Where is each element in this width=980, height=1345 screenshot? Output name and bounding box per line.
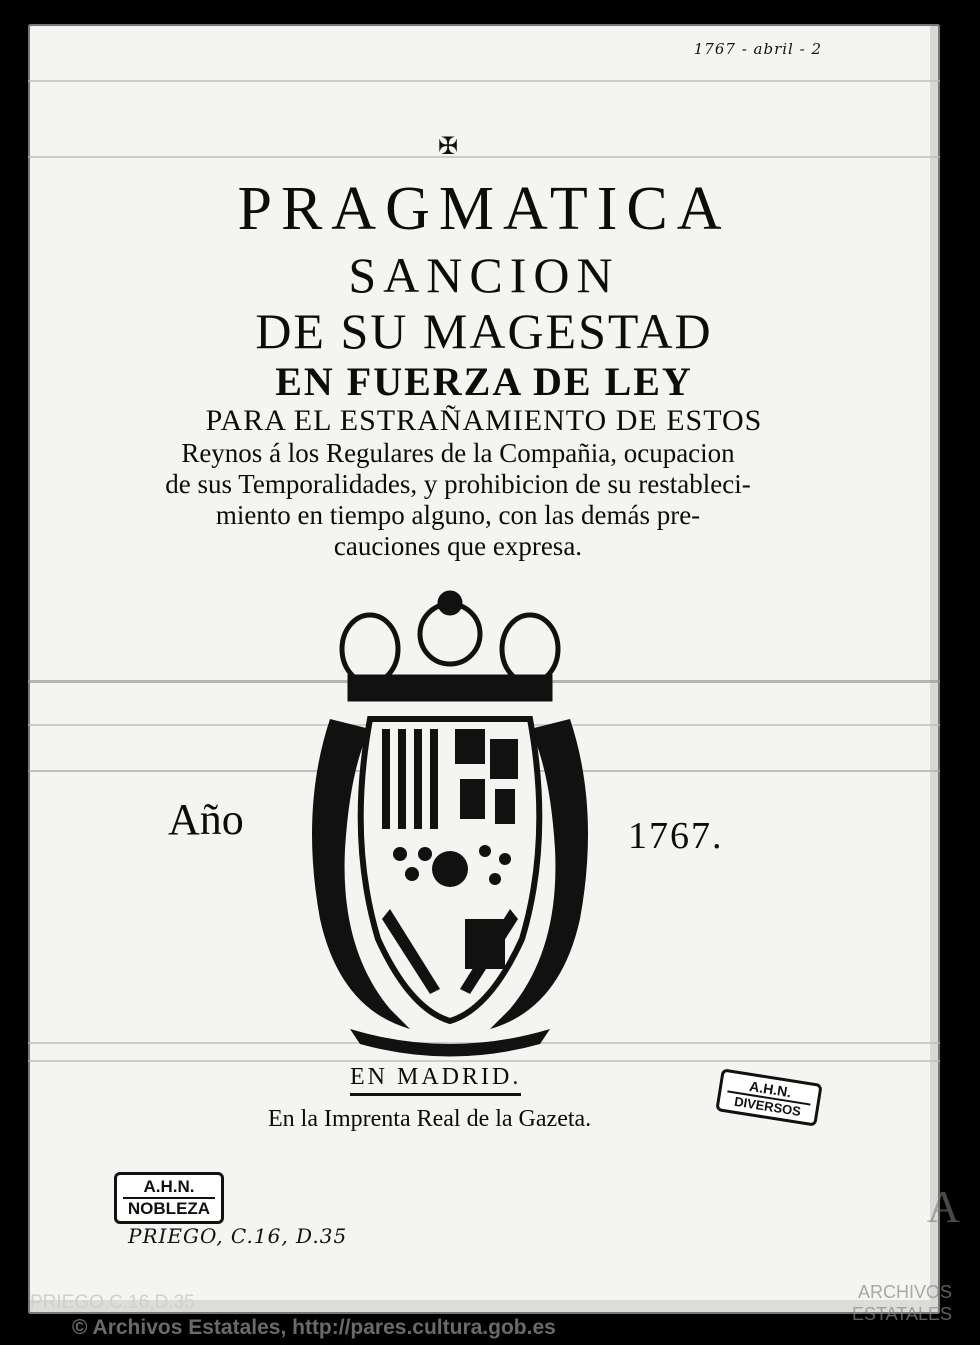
crown-icon <box>342 593 558 699</box>
fold-line <box>28 80 940 82</box>
footer-reference: PRIEGO,C.16,D.35 <box>30 1292 195 1313</box>
stamp-section-label: DIVERSOS <box>733 1093 802 1120</box>
year-value: 1767. <box>628 815 724 857</box>
year-label: Año <box>168 795 244 844</box>
document-description <box>128 438 788 562</box>
fold-line <box>28 156 940 158</box>
cross-icon: ✠ <box>438 132 459 160</box>
description-line: de sus Temporalidades, y prohibicion de su restableci- <box>165 469 751 499</box>
document-page <box>28 24 940 1314</box>
title-majesty: DE SU MAGESTAD <box>255 303 713 359</box>
stamp-archive-label: A.H.N. <box>727 1075 813 1106</box>
title-pragmatica: PRAGMATICA <box>237 175 731 243</box>
ahn-diversos-stamp <box>715 1068 822 1126</box>
place-of-printing: EN MADRID. <box>350 1064 521 1096</box>
handwritten-reference: PRIEGO, C.16, D.35 <box>128 1224 348 1248</box>
archive-watermark-line: ESTATALES <box>851 1304 952 1324</box>
title-force-of-law: EN FUERZA DE LEY <box>275 359 693 404</box>
footer-copyright-link[interactable]: © Archivos Estatales, http://pares.cultura.gob.es <box>72 1316 556 1339</box>
title-sancion: SANCION <box>348 247 620 303</box>
ahn-nobleza-stamp <box>114 1172 224 1224</box>
stamp-section-label: NOBLEZA <box>127 1199 211 1218</box>
printer-imprint: En la Imprenta Real de la Gazeta. <box>268 1106 592 1132</box>
archive-watermark-line: ARCHIVOS <box>857 1282 952 1302</box>
coat-of-arms-icon <box>290 589 610 1059</box>
archive-watermark-glyph: A <box>926 1181 960 1232</box>
description-line: Reynos á los Regulares de la Compañia, ocupacion <box>181 438 735 468</box>
title-estrañamiento: PARA EL ESTRAÑAMIENTO DE ESTOS <box>205 404 763 437</box>
stamp-archive-label: A.H.N. <box>123 1177 215 1199</box>
fold-line <box>28 1060 940 1062</box>
description-line: miento en tiempo alguno, con las demás pre- <box>215 500 701 530</box>
description-line: cauciones que expresa. <box>333 531 583 561</box>
handwritten-date-note: 1767 - abril - 2 <box>693 40 822 58</box>
